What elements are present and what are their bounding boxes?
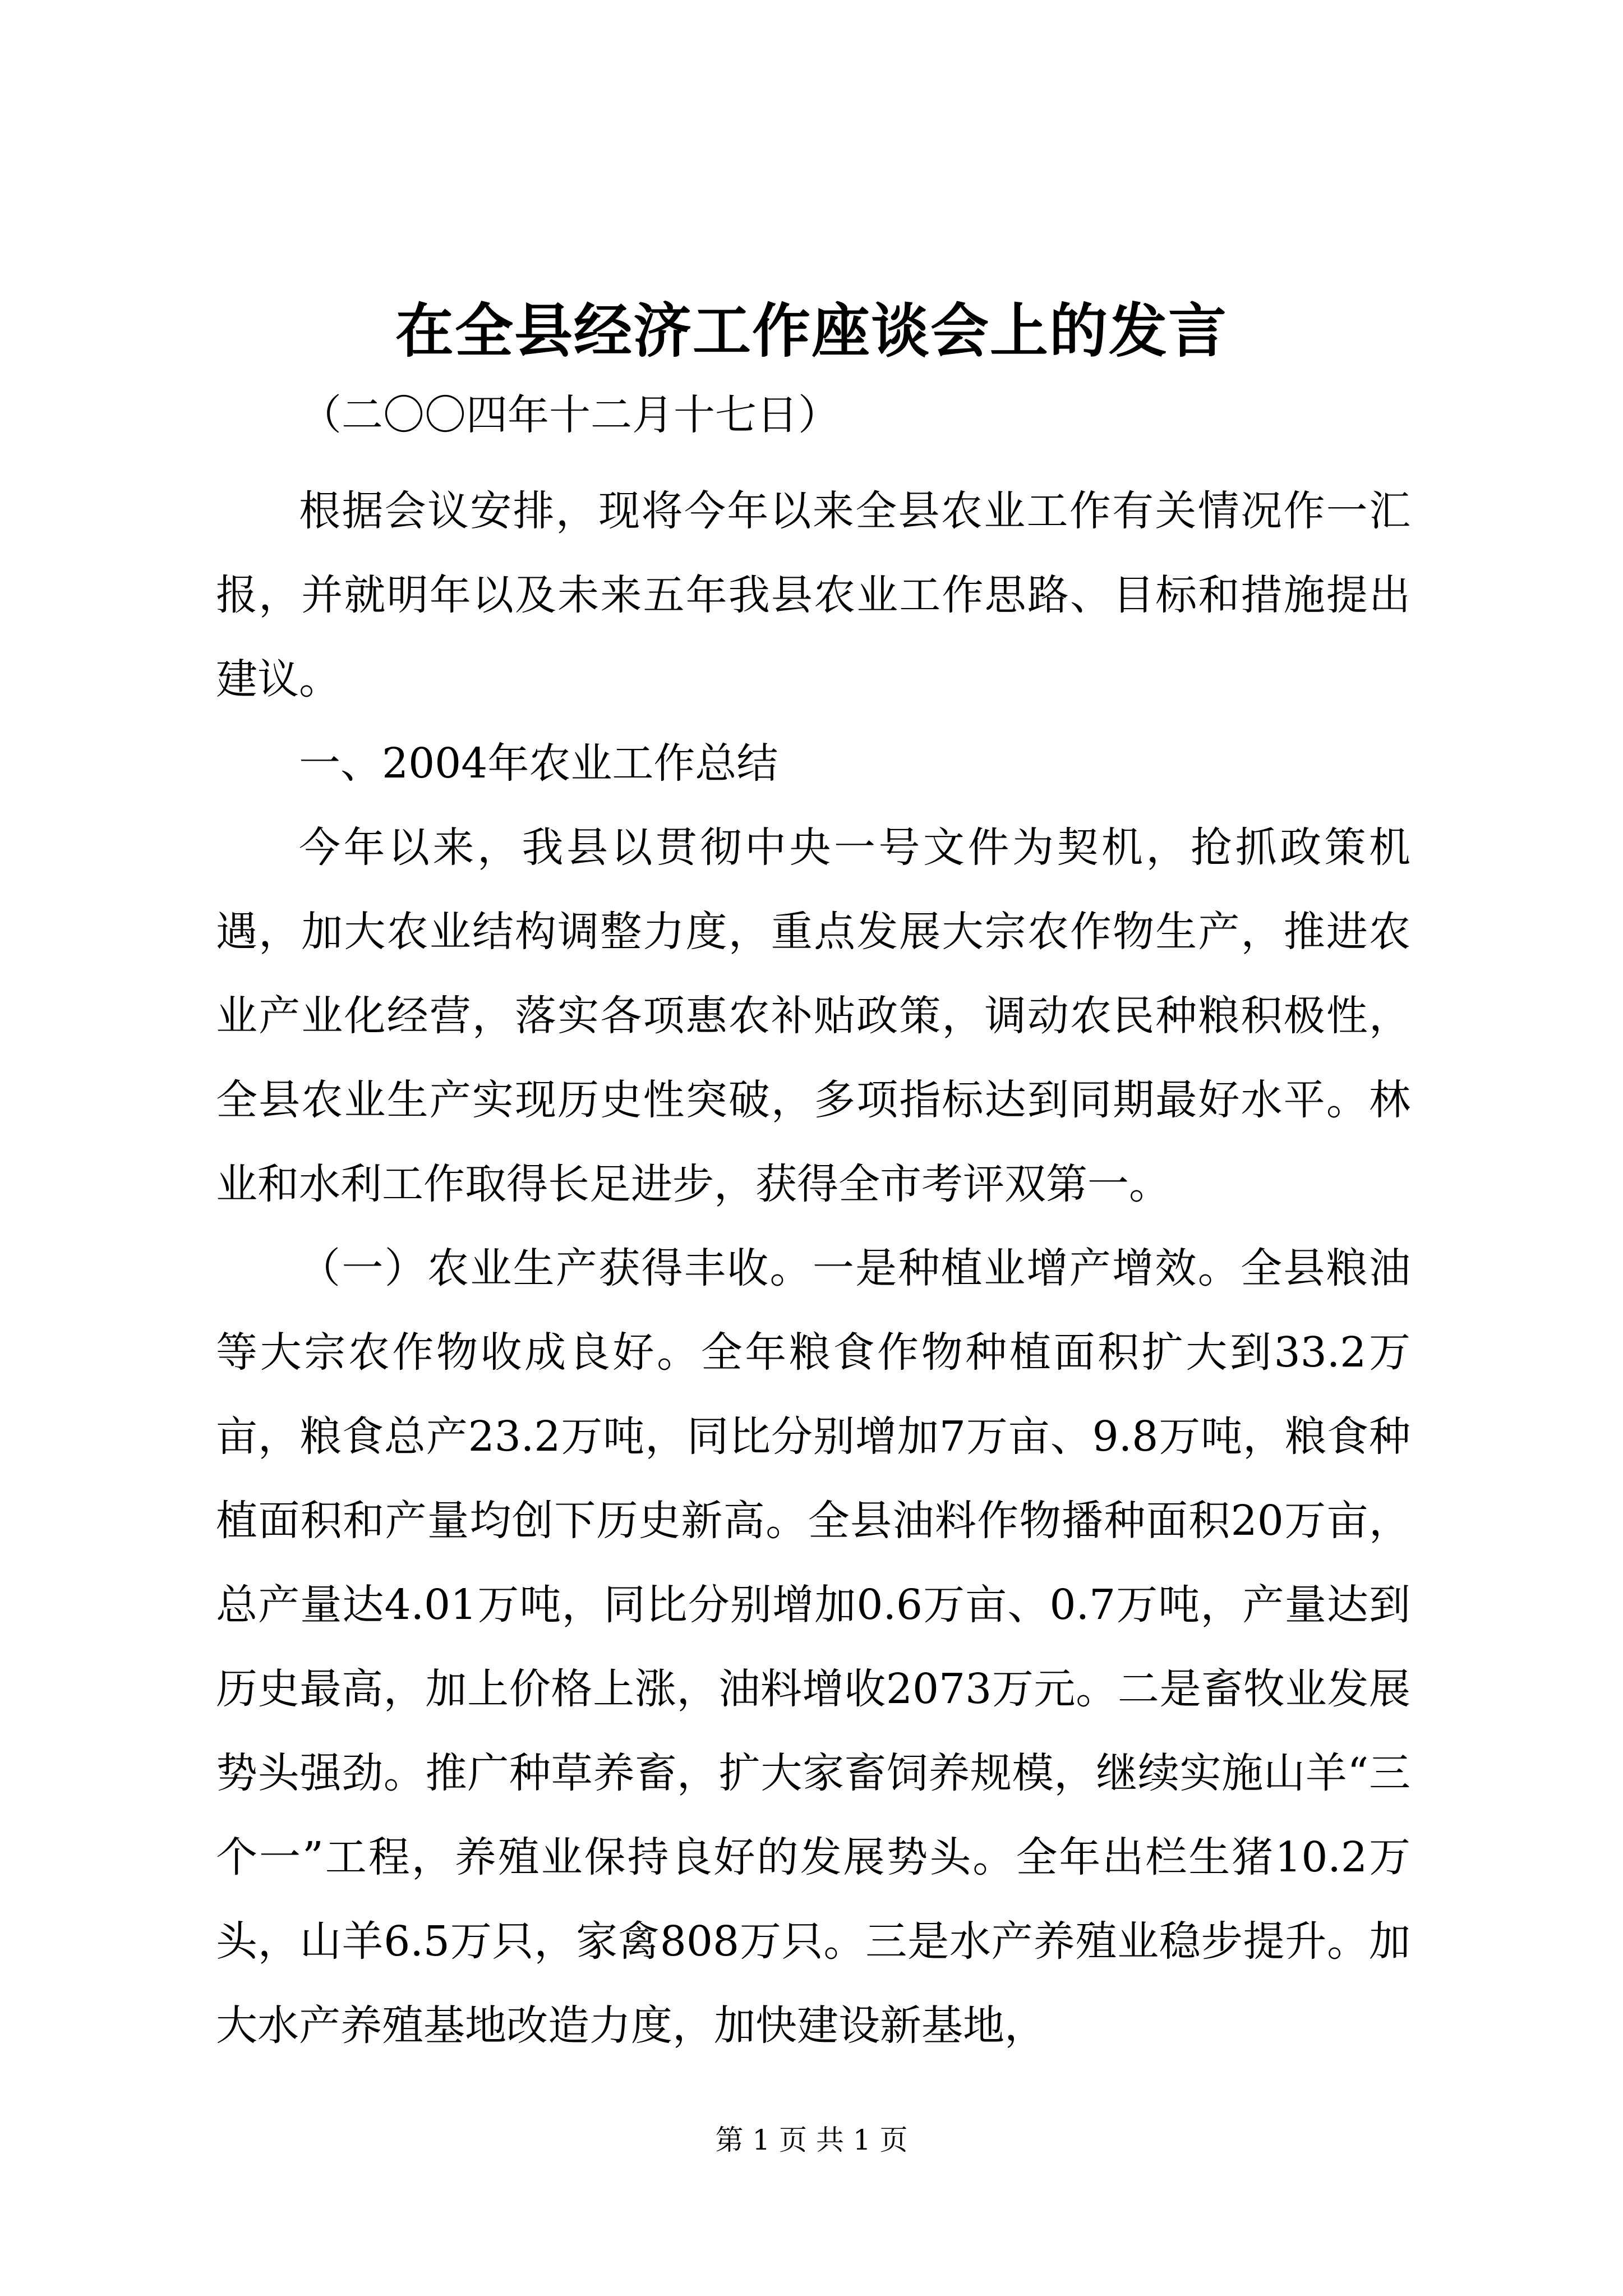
paragraph-intro: 根据会议安排，现将今年以来全县农业工作有关情况作一汇报，并就明年以及未来五年我县农业工作思路、目标和措施提出建议。 — [216, 487, 1410, 703]
document-title: 在全县经济工作座谈会上的发言 — [395, 296, 1228, 365]
paragraph-agriculture: （一）农业生产获得丰收。一是种植业增产增效。全县粮油等大宗农作物收成良好。全年粮食作物种植面积扩大到33.2万亩，粮食总产23.2万吨，同比分别增加7万亩、9.8万吨，粮食种植面积和产量均创下历史新高。全县油料作物播种面积20万亩，总产量达4.01万吨，同比分别增加0.6万亩、0.7万吨，产量达到历史最高，加上价格上涨，油料增收2073万元。二是畜牧业发展势头强劲。推广种草养畜，扩大家畜饲养规模，继续实施山羊“三个一”工程，养殖业保持良好的发展势头。全年出栏生猪10.2万头，山羊6.5万只，家禽808万只。三是水产养殖业稳步提升。加大水产养殖基地改造力度，加快建设新基地， — [216, 1244, 1410, 2050]
paragraph-summary: 今年以来，我县以贯彻中央一号文件为契机，抢抓政策机遇，加大农业结构调整力度，重点发展大宗农作物生产，推进农业产业化经营，落实各项惠农补贴政策，调动农民种粮积极性，全县农业生产实现历史性突破，多项指标达到同期最好水平。林业和水利工作取得长足进步，获得全市考评双第一。 — [216, 823, 1410, 1208]
page-footer: 第 1 页 共 1 页 — [715, 2124, 908, 2156]
document-date: （二〇〇四年十二月十七日） — [300, 391, 840, 439]
section-heading: 一、2004年农业工作总结 — [299, 739, 778, 788]
document-body — [216, 469, 1410, 2068]
